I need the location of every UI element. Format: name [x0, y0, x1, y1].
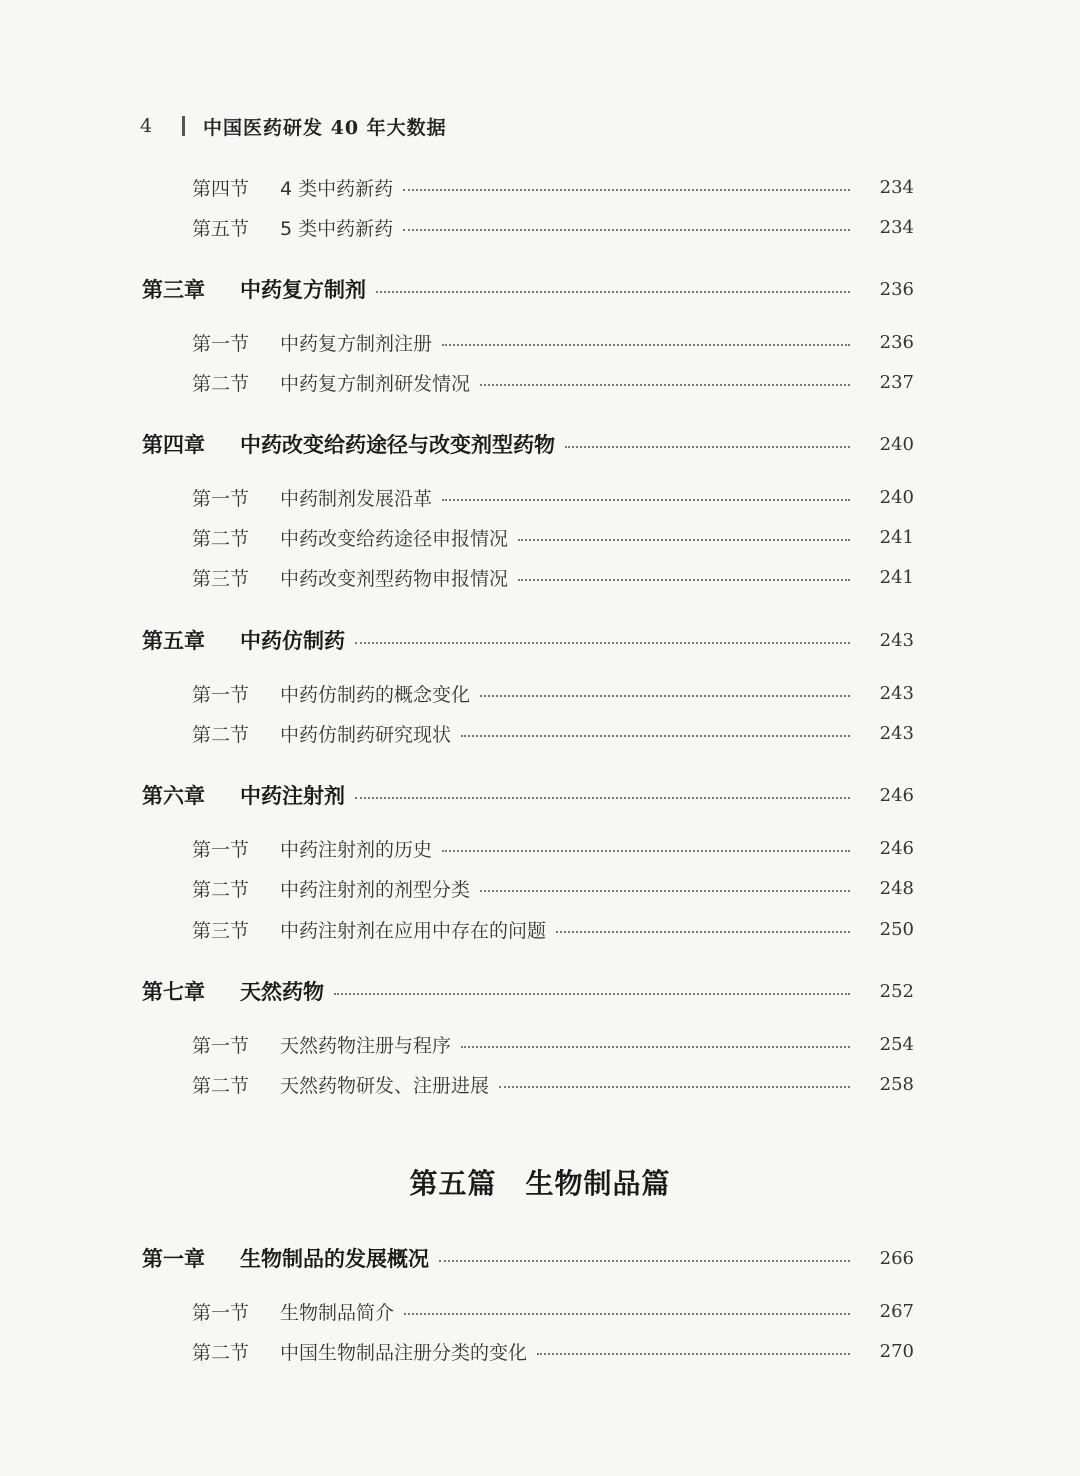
toc-chapter-row[interactable] — [0, 624, 1080, 656]
toc-title: 中国生物制品注册分类的变化 — [280, 1341, 528, 1364]
dot-leader — [403, 227, 850, 231]
toc-title: 中药仿制药 — [240, 629, 345, 653]
toc-title: 中药仿制药研究现状 — [280, 723, 452, 746]
toc-page: 234 — [879, 216, 914, 238]
toc-number: 第一节 — [192, 1301, 250, 1324]
toc-page: 246 — [879, 837, 914, 859]
toc-section-row[interactable] — [0, 1295, 1080, 1327]
dot-leader — [404, 1311, 850, 1315]
dot-leader — [518, 577, 850, 581]
toc-page: 240 — [879, 486, 914, 508]
toc-number: 第一节 — [192, 1034, 250, 1057]
toc-title: 中药注射剂的剂型分类 — [280, 878, 471, 901]
toc-number: 第四节 — [192, 177, 250, 200]
toc-number: 第一章 — [142, 1247, 205, 1271]
toc-title: 中药注射剂 — [240, 784, 345, 808]
dot-leader — [499, 1084, 850, 1088]
toc-page: 237 — [879, 371, 914, 393]
toc-chapter-row[interactable] — [0, 273, 1080, 305]
toc-page: 254 — [879, 1033, 914, 1055]
toc-chapter-row[interactable] — [0, 428, 1080, 460]
dot-leader — [403, 187, 850, 191]
toc-title: 中药复方制剂 — [240, 278, 366, 302]
toc-number: 第三章 — [142, 278, 205, 302]
toc-number: 第五章 — [142, 629, 205, 653]
dot-leader — [355, 640, 850, 644]
toc-page: 236 — [879, 278, 914, 300]
toc-title: 中药注射剂在应用中存在的问题 — [280, 919, 547, 942]
dot-leader — [442, 848, 850, 852]
toc-page: 248 — [879, 877, 914, 899]
toc-title: 天然药物研发、注册进展 — [280, 1074, 490, 1097]
toc-page: 234 — [879, 176, 914, 198]
toc-chapter-row[interactable] — [0, 1242, 1080, 1274]
toc-page: 240 — [879, 433, 914, 455]
toc-title: 天然药物注册与程序 — [280, 1034, 452, 1057]
toc-number: 第二节 — [192, 723, 250, 746]
dot-leader — [355, 795, 850, 799]
toc-page: 250 — [879, 918, 914, 940]
toc-number: 第二节 — [192, 878, 250, 901]
toc-page: 267 — [879, 1300, 914, 1322]
toc-title: 中药改变剂型药物申报情况 — [280, 567, 509, 590]
toc-title: 中药制剂发展沿革 — [280, 487, 433, 510]
toc-page: 243 — [879, 629, 914, 651]
toc-title: 生物制品的发展概况 — [240, 1247, 429, 1271]
toc-title: 天然药物 — [240, 980, 324, 1004]
dot-leader — [480, 888, 850, 892]
toc-section-row[interactable] — [0, 872, 1080, 904]
toc-section-row[interactable] — [0, 326, 1080, 358]
toc-section-row[interactable] — [0, 481, 1080, 513]
toc-chapter-row[interactable] — [0, 779, 1080, 811]
toc-number: 第二节 — [192, 1341, 250, 1364]
dot-leader — [439, 1258, 850, 1262]
toc-number: 第一节 — [192, 332, 250, 355]
toc-number: 第三节 — [192, 919, 250, 942]
toc-section-row[interactable] — [0, 1335, 1080, 1367]
running-header — [140, 112, 447, 140]
toc-page: 236 — [879, 331, 914, 353]
page-number: 4 — [140, 115, 153, 137]
dot-leader — [461, 1044, 850, 1048]
dot-leader — [537, 1351, 850, 1355]
toc-title: 5 类中药新药 — [280, 217, 394, 240]
toc-number: 第三节 — [192, 567, 250, 590]
dot-leader — [518, 537, 850, 541]
toc-section-row[interactable] — [0, 561, 1080, 593]
toc-section-row[interactable] — [0, 521, 1080, 553]
book-title: 中国医药研发 40 年大数据 — [203, 116, 447, 139]
toc-number: 第六章 — [142, 784, 205, 808]
dot-leader — [556, 929, 850, 933]
toc-number: 第一节 — [192, 487, 250, 510]
toc-section-row[interactable] — [0, 1068, 1080, 1100]
toc-title: 中药复方制剂注册 — [280, 332, 433, 355]
toc-title: 中药注射剂的历史 — [280, 838, 433, 861]
toc-title: 4 类中药新药 — [280, 177, 394, 200]
dot-leader — [565, 444, 850, 448]
toc-title: 生物制品简介 — [280, 1301, 395, 1324]
toc-title: 中药改变给药途径与改变剂型药物 — [240, 433, 555, 457]
dot-leader — [461, 733, 850, 737]
toc-section-row[interactable] — [0, 717, 1080, 749]
toc-section-row[interactable] — [0, 366, 1080, 398]
toc-page: 270 — [879, 1340, 914, 1362]
toc-number: 第五节 — [192, 217, 250, 240]
dot-leader — [442, 342, 850, 346]
toc-section-row[interactable] — [0, 913, 1080, 945]
toc-number: 第四章 — [142, 433, 205, 457]
toc-number: 第二节 — [192, 527, 250, 550]
dot-leader — [334, 991, 850, 995]
toc-page: 246 — [879, 784, 914, 806]
toc-number: 第一节 — [192, 683, 250, 706]
part-heading: 第五篇 生物制品篇 — [409, 1167, 671, 1200]
dot-leader — [376, 289, 850, 293]
toc-title: 中药仿制药的概念变化 — [280, 683, 471, 706]
toc-page: 241 — [879, 566, 914, 588]
toc-section-row[interactable] — [0, 832, 1080, 864]
header-divider — [182, 116, 185, 136]
toc-section-row[interactable] — [0, 171, 1080, 203]
toc-page: 258 — [879, 1073, 914, 1095]
toc-page: 252 — [879, 980, 914, 1002]
toc-number: 第二节 — [192, 372, 250, 395]
toc-page: 243 — [879, 682, 914, 704]
dot-leader — [442, 497, 850, 501]
toc-title: 中药复方制剂研发情况 — [280, 372, 471, 395]
toc-section-row[interactable] — [0, 211, 1080, 243]
toc-page: 241 — [879, 526, 914, 548]
toc-number: 第七章 — [142, 980, 205, 1004]
toc-section-row[interactable] — [0, 1028, 1080, 1060]
toc-number: 第一节 — [192, 838, 250, 861]
dot-leader — [480, 693, 850, 697]
toc-section-row[interactable] — [0, 677, 1080, 709]
dot-leader — [480, 382, 850, 386]
toc-number: 第二节 — [192, 1074, 250, 1097]
toc-chapter-row[interactable] — [0, 975, 1080, 1007]
toc-page: 243 — [879, 722, 914, 744]
toc-title: 中药改变给药途径申报情况 — [280, 527, 509, 550]
toc-page: 266 — [879, 1247, 914, 1269]
